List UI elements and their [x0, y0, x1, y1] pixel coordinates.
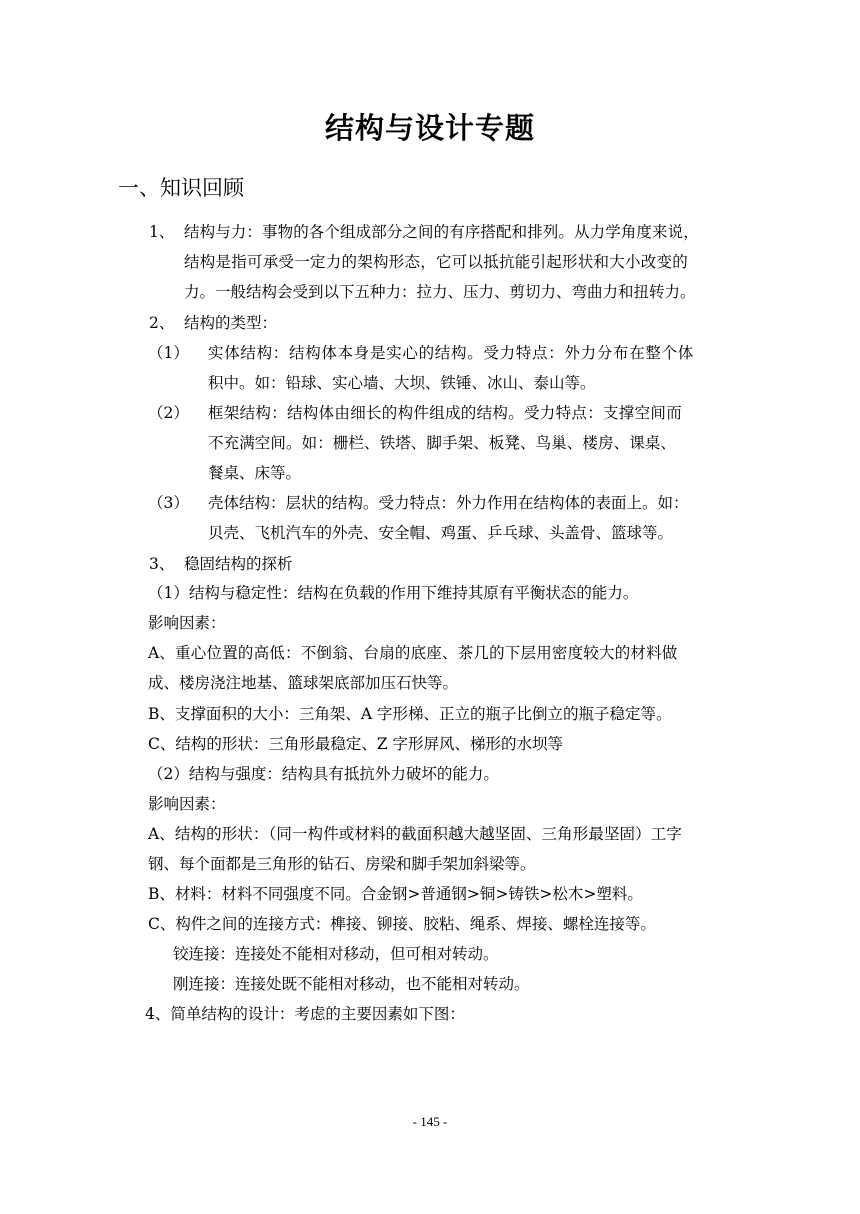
- page-number: - 145 -: [412, 1114, 448, 1129]
- sub-1-line-2: 积中。如：铅球、实心墙、大坝、铁锤、冰山、泰山等。: [208, 374, 596, 392]
- item-1-line-2: 结构是指可承受一定力的架构形态，它可以抵抗能引起形状和大小改变的: [184, 253, 689, 271]
- stability-definition: （1）结构与稳定性：结构在负载的作用下维持其原有平衡状态的能力。: [148, 584, 639, 602]
- item-1-number: 1、: [149, 223, 175, 241]
- sub-2-line-1: 框架结构：结构体由细长的构件组成的结构。受力特点：支撑空间而: [208, 404, 683, 422]
- sub-2-number: （2）: [148, 404, 189, 422]
- item-1-line-1: 结构与力：事物的各个组成部分之间的有序搭配和排列。从力学角度来说，: [184, 223, 699, 241]
- item-1-line-3: 力。一般结构会受到以下五种力：拉力、压力、剪切力、弯曲力和扭转力。: [184, 283, 696, 301]
- item-3-number: 3、: [149, 555, 175, 573]
- sub-1-number: （1）: [148, 344, 189, 362]
- factors-label-1: 影响因素：: [148, 614, 226, 632]
- stability-factor-a-cont: 成、楼房浇注地基、篮球架底部加压石快等。: [148, 674, 459, 692]
- factors-label-2: 影响因素：: [148, 795, 226, 813]
- stability-factor-a: A、重心位置的高低：不倒翁、台扇的底座、茶几的下层用密度较大的材料做: [148, 644, 678, 662]
- sub-3-line-2: 贝壳、飞机汽车的外壳、安全帽、鸡蛋、乒乓球、头盖骨、篮球等。: [208, 524, 674, 542]
- sub-2-line-2: 不充满空间。如：栅栏、铁塔、脚手架、板凳、鸟巢、楼房、课桌、: [208, 434, 677, 452]
- stability-factor-b: B、支撑面积的大小：三角架、A 字形梯、正立的瓶子比倒立的瓶子稳定等。: [148, 705, 672, 723]
- sub-1-line-1: 实体结构：结构体本身是实心的结构。受力特点：外力分布在整个体: [208, 344, 695, 362]
- item-2-number: 2、: [149, 314, 175, 332]
- sub-2-line-3: 餐桌、床等。: [208, 464, 302, 482]
- strength-factor-a: A、结构的形状：（同一构件或材料的截面积越大越坚固、三角形最坚固）工字: [148, 825, 682, 843]
- rigid-joint: 刚连接：连接处既不能相对移动，也不能相对转动。: [173, 975, 530, 993]
- item-3-text: 稳固结构的探析: [184, 555, 293, 573]
- sub-3-number: （3）: [148, 494, 189, 512]
- strength-factor-c: C、构件之间的连接方式：榫接、铆接、胶粘、绳系、焊接、螺栓连接等。: [148, 915, 656, 933]
- stability-factor-c: C、结构的形状：三角形最稳定、Z 字形屏风、梯形的水坝等: [148, 735, 564, 753]
- sub-3-line-1: 壳体结构：层状的结构。受力特点：外力作用在结构体的表面上。如：: [208, 494, 689, 512]
- item-4-text: 4、简单结构的设计：考虑的主要因素如下图：: [145, 1005, 465, 1023]
- strength-factor-b: B、材料：材料不同强度不同。合金钢>普通钢>铜>铸铁>松木>塑料。: [148, 885, 643, 903]
- strength-factor-a-cont: 钢、每个面都是三角形的钻石、房梁和脚手架加斜梁等。: [148, 855, 536, 873]
- page-title: 结构与设计专题: [324, 111, 535, 145]
- item-2-text: 结构的类型：: [184, 314, 278, 332]
- strength-definition: （2）结构与强度：结构具有抵抗外力破坏的能力。: [148, 765, 499, 783]
- hinge-joint: 铰连接：连接处不能相对移动，但可相对转动。: [173, 945, 499, 963]
- section-heading: 一、知识回顾: [118, 176, 244, 200]
